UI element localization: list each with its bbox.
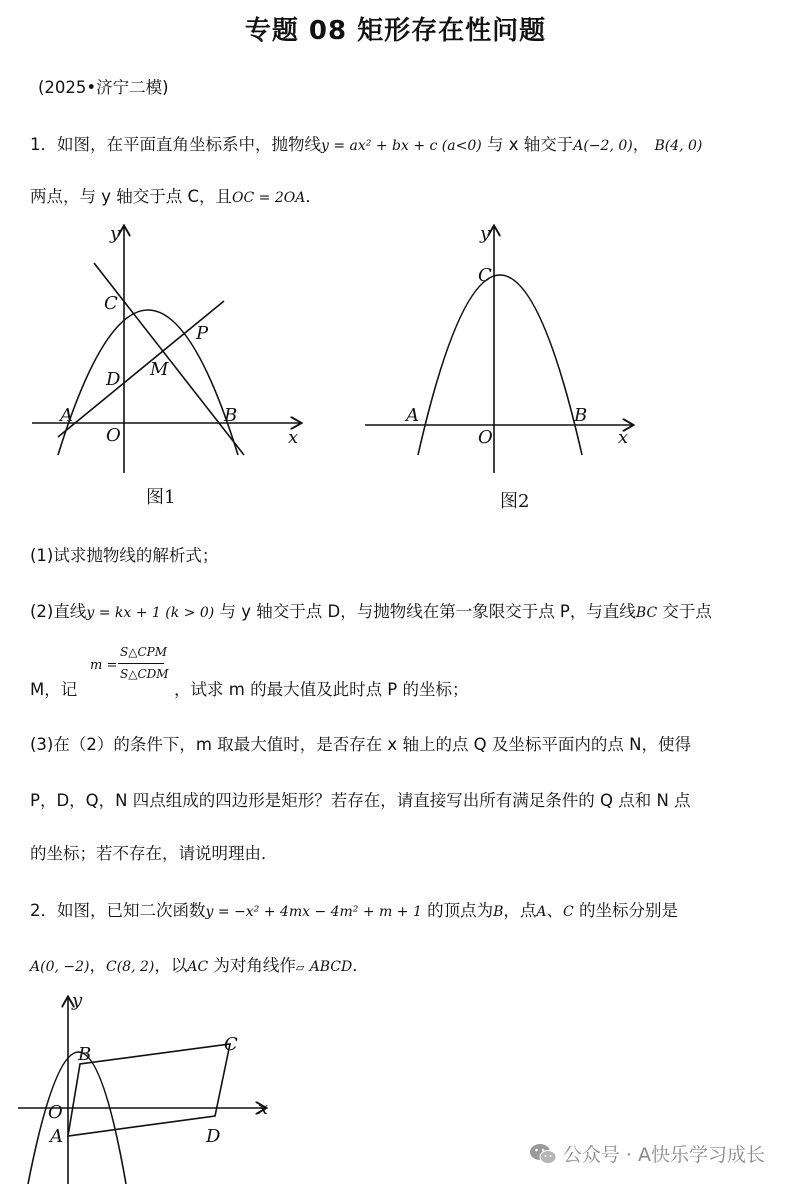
q1-point-b: B(4, 0)	[654, 138, 703, 154]
fig2-label-c: C	[478, 265, 492, 286]
part-2-line-eq: y = kx + 1 (k > 0)	[86, 605, 215, 621]
q2-text: ，点	[503, 901, 537, 920]
fig3-label-y: y	[72, 990, 83, 1011]
fraction-denominator: S△CDM	[120, 667, 169, 681]
fig1-label-a: A	[60, 405, 73, 426]
fig3-label-d: D	[206, 1126, 221, 1147]
figure-2	[350, 215, 650, 515]
q1-line2	[30, 183, 322, 207]
fig3-label-a: A	[50, 1126, 63, 1147]
m-lhs: m =	[90, 658, 118, 673]
parallelogram-abcd	[68, 1044, 230, 1136]
fig1-label-m: M	[150, 359, 169, 380]
q2-point-a: A	[536, 904, 547, 920]
part-2-line2b: ，试求 m 的最大值及此时点 P 的坐标；	[174, 680, 469, 699]
fig2-label-a: A	[406, 405, 419, 426]
page-title: 专题 08 矩形存在性问题	[244, 16, 547, 46]
part-2-bc: BC	[635, 605, 658, 621]
q2-text: ，	[89, 956, 106, 975]
fig1-label-b: B	[224, 405, 238, 426]
part-2-text: (2)直线	[30, 602, 87, 621]
q2-text: ，以	[154, 956, 188, 975]
part-2-line2a: M，记	[30, 680, 78, 699]
q1-point-a: A(−2, 0)	[573, 138, 633, 154]
part-3-line2: P，D，Q，N 四点组成的四边形是矩形？若存在，请直接写出所有满足条件的 Q 点和 N 点	[30, 791, 691, 810]
fig1-label-d: D	[106, 369, 121, 390]
q2-text: 的坐标分别是	[579, 901, 678, 920]
q2-line2	[30, 952, 369, 976]
fig1-label-o: O	[106, 425, 121, 446]
fig1-caption: 图1	[146, 487, 176, 508]
fig2-label-x: x	[618, 427, 629, 448]
fraction-numerator: S△CPM	[120, 645, 167, 659]
q2-coord-c: C(8, 2)	[105, 959, 155, 975]
fig3-label-c: C	[224, 1034, 238, 1055]
fig2-label-b: B	[574, 405, 588, 426]
part-2-text: 交于点	[662, 602, 712, 621]
wechat-icon	[529, 1142, 557, 1166]
watermark	[529, 1140, 765, 1167]
q1-parabola-eq: y = ax² + bx + c (a<0)	[321, 138, 482, 154]
q2-text: 2．如图，已知二次函数	[30, 901, 206, 920]
parabola-curve	[418, 275, 582, 455]
figure-1	[0, 215, 320, 515]
q1-text: 与 x 轴交于	[486, 135, 574, 154]
part-3-line3: 的坐标；若不存在，请说明理由．	[30, 844, 278, 863]
q1-text: 两点，与 y 轴交于点 C，且	[30, 187, 233, 206]
q1-text: ，	[632, 135, 650, 154]
q2-text: 为对角线作	[213, 956, 296, 975]
figure-3	[0, 990, 300, 1184]
fig1-label-x: x	[288, 427, 299, 448]
fig2-label-y: y	[480, 223, 491, 244]
q1-text: 1．如图，在平面直角坐标系中，抛物线	[30, 135, 321, 154]
q2-text: ．	[352, 956, 369, 975]
fig3-label-b: B	[78, 1044, 92, 1065]
line-dp	[58, 301, 224, 437]
q2-quadratic-eq: y = −x² + 4mx − 4m² + m + 1	[205, 904, 422, 920]
q2-coord-a: A(0, −2)	[30, 959, 90, 975]
fraction-bar	[118, 663, 164, 664]
part-2-line1	[30, 598, 712, 622]
q2-point-c: C	[563, 904, 574, 920]
fig2-caption: 图2	[500, 491, 530, 512]
fig1-label-y: y	[110, 223, 121, 244]
fig3-label-o: O	[48, 1102, 63, 1123]
part-2-text: 与 y 轴交于点 D，与抛物线在第一象限交于点 P，与直线	[219, 602, 636, 621]
q2-abcd: ABCD	[309, 959, 353, 975]
parallelogram-symbol: ▱	[295, 961, 305, 974]
q2-line1	[30, 897, 678, 921]
part-1: (1)试求抛物线的解析式；	[30, 546, 219, 565]
q2-text: 的顶点为	[427, 901, 494, 920]
q1-text: ．	[305, 187, 322, 206]
q1-line1	[30, 131, 702, 155]
fig1-label-p: P	[196, 323, 209, 344]
q2-vertex-b: B	[493, 904, 504, 920]
q1-oc-eq: OC = 2OA	[232, 190, 306, 206]
fig3-label-x: x	[258, 1098, 269, 1119]
parabola-curve	[28, 1052, 126, 1184]
fig2-label-o: O	[478, 427, 493, 448]
q2-text: 、	[546, 901, 564, 920]
watermark-text: 公众号 · A快乐学习成长	[562, 1144, 765, 1166]
fig1-label-c: C	[104, 293, 118, 314]
part-3-line1: (3)在（2）的条件下，m 取最大值时，是否存在 x 轴上的点 Q 及坐标平面内的点 N，使得	[30, 735, 692, 754]
source-note: (2025•济宁二模)	[38, 78, 169, 97]
q2-ac: AC	[187, 959, 209, 975]
